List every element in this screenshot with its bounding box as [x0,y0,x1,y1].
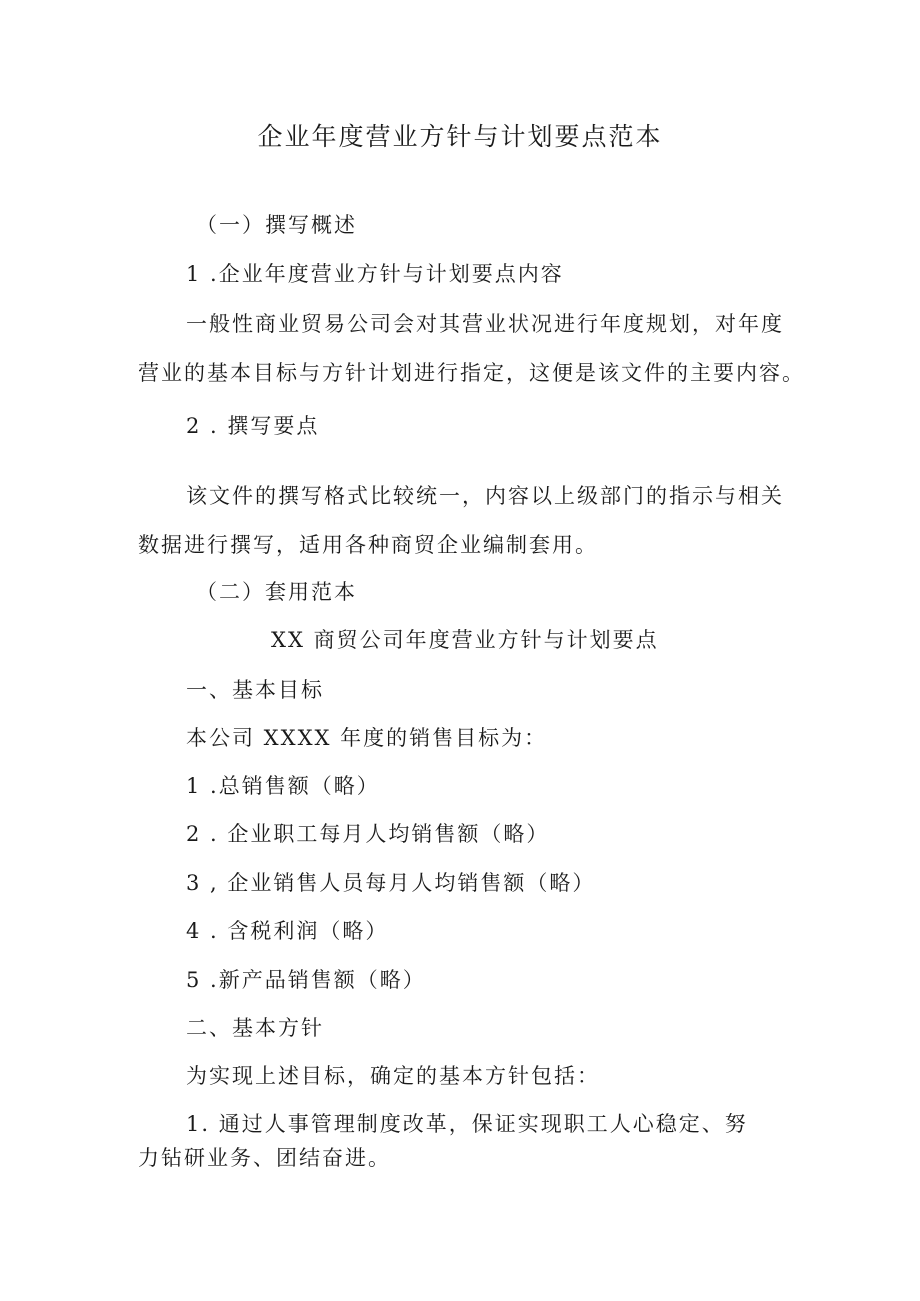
item2-paragraph-line2: 数据进行撰写，适用各种商贸企业编制套用。 [138,533,598,557]
target-item: 4 . 含税利润（略） [186,919,389,943]
section-heading-overview: （一）撰写概述 [196,213,357,237]
target-item: 1 .总销售额（略） [186,774,380,798]
target-item: 3 , 企业销售人员每月人均销售额（略） [186,871,596,895]
item1-paragraph-line1: 一般性商业贸易公司会对其营业状况进行年度规划，对年度 [186,312,784,336]
target-item: 2 . 企业职工每月人均销售额（略） [186,822,550,846]
sample-title: XX 商贸公司年度营业方针与计划要点 [271,628,659,652]
part1-heading: 一、基本目标 [186,678,324,702]
item2-paragraph-line1: 该文件的撰写格式比较统一，内容以上级部门的指示与相关 [186,484,784,508]
policy1-line2: 力钻研业务、团结奋进。 [138,1146,391,1170]
item1-heading: 1 .企业年度营业方针与计划要点内容 [186,262,564,286]
item2-heading: 2 . 撰写要点 [186,414,320,438]
item1-paragraph-line2: 营业的基本目标与方针计划进行指定，这便是该文件的主要内容。 [138,361,805,385]
part2-heading: 二、基本方针 [186,1016,324,1040]
section-heading-template: （二）套用范本 [196,580,357,604]
part1-intro: 本公司 XXXX 年度的销售目标为： [186,726,548,750]
policy1-line1: 1. 通过人事管理制度改革，保证实现职工人心稳定、努 [186,1112,748,1136]
target-item: 5 .新产品销售额（略） [186,968,426,992]
part2-intro: 为实现上述目标，确定的基本方针包括： [186,1064,600,1088]
document-title: 企业年度营业方针与计划要点范本 [257,122,663,151]
